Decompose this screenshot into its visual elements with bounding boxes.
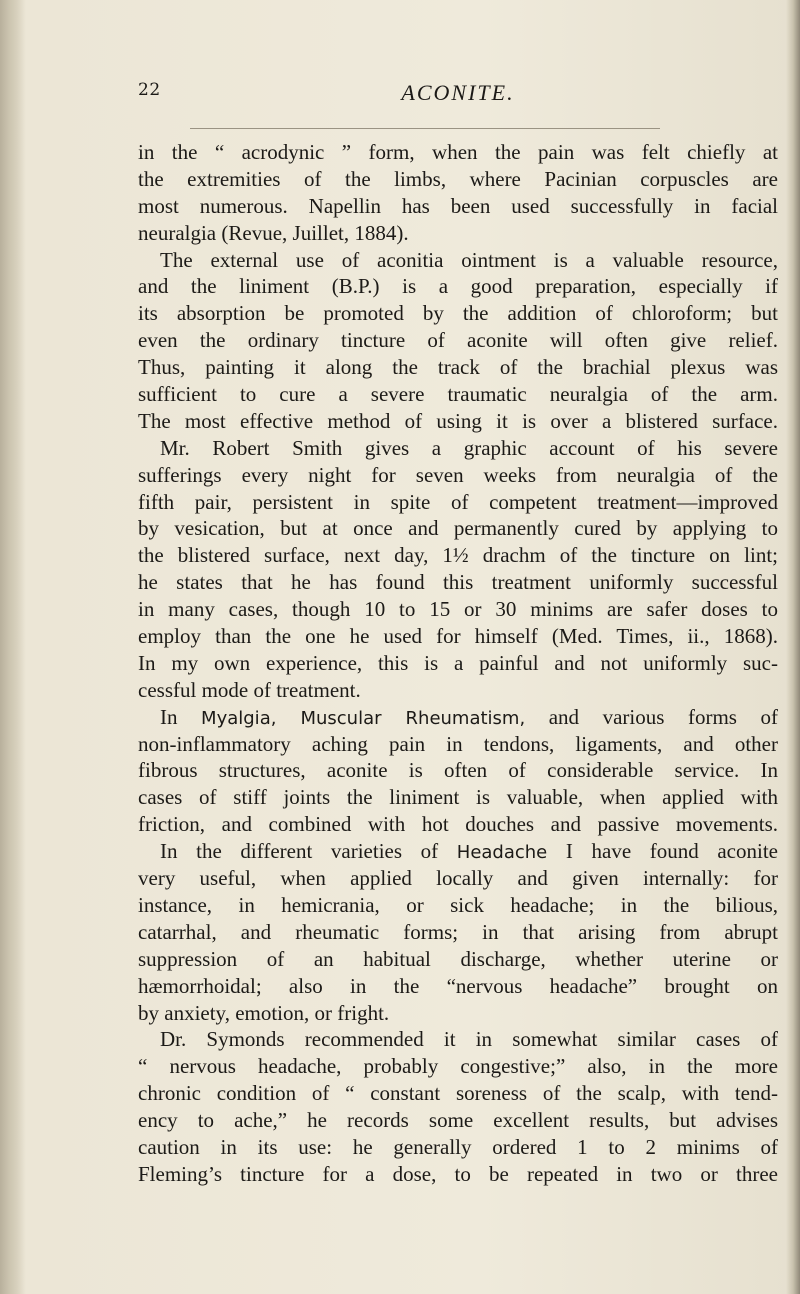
body-text: [138, 139, 778, 1188]
page-number: 22: [138, 80, 161, 100]
text-line: hæmorrhoidal; also in the “nervous headache” brought on: [138, 973, 778, 998]
text-line: non-inflammatory aching pain in tendons, ligaments, and other: [138, 731, 778, 756]
text-line: suppression of an habitual discharge, whether uterine or: [138, 946, 778, 971]
text-line: and the liniment (B.P.) is a good preparation, especially if: [138, 274, 778, 299]
text-line: in the “ acrodynic ” form, when the pain was felt chiefly at: [138, 140, 778, 164]
text-line: most numerous. Napellin has been used successfully in facial: [138, 193, 778, 218]
text-line: its absorption be promoted by the addition of chloroform; but: [138, 301, 778, 326]
text-line: The external use of aconitia ointment is a valuable resource,: [160, 247, 778, 272]
text-line: neuralgia (Revue, Juillet, 1884).: [138, 220, 409, 245]
page-edge: [786, 0, 800, 1294]
emphasis-term: Myalgia, Muscular Rheumatism,: [201, 707, 526, 729]
text-line: “ nervous headache, probably congestive;” also, in the more: [138, 1054, 778, 1079]
text-line: by anxiety, emotion, or fright.: [138, 1000, 390, 1025]
text-line: The most effective method of using it is over a blistered surface.: [138, 408, 778, 433]
text-line: friction, and combined with hot douches and passive movements.: [138, 812, 778, 837]
header-rule: [190, 128, 660, 129]
text-line: the extremities of the limbs, where Pacinian corpuscles are: [138, 166, 778, 191]
text-line: instance, in hemicrania, or sick headache; in the bilious,: [138, 892, 778, 917]
text-line: In the different varieties of Headache I have found aconite: [160, 839, 778, 864]
text-line: Fleming’s tincture for a dose, to be repeated in two or three: [138, 1161, 778, 1186]
text-line: even the ordinary tincture of aconite will often give relief.: [138, 328, 778, 353]
text-line: catarrhal, and rheumatic forms; in that arising from abrupt: [138, 919, 778, 944]
page-header: [138, 80, 778, 116]
text-line: Mr. Robert Smith gives a graphic account of his severe: [160, 435, 778, 460]
text-line: In my own experience, this is a painful and not uniformly suc-: [138, 650, 778, 675]
text-line: In Myalgia, Muscular Rheumatism, and various forms of: [160, 704, 778, 729]
text-line: Dr. Symonds recommended it in somewhat similar cases of: [160, 1027, 778, 1052]
text-line: Thus, painting it along the track of the brachial plexus was: [138, 355, 778, 380]
text-line: in many cases, though 10 to 15 or 30 minims are safer doses to: [138, 597, 778, 622]
text-line: the blistered surface, next day, 1½ drachm of the tincture on lint;: [138, 543, 778, 568]
text-line: fibrous structures, aconite is often of considerable service. In: [138, 758, 778, 783]
text-line: sufficient to cure a severe traumatic neuralgia of the arm.: [138, 382, 778, 407]
text-line: fifth pair, persistent in spite of competent treatment—improved: [138, 489, 778, 514]
text-line: ency to ache,” he records some excellent results, but advises: [138, 1108, 778, 1133]
emphasis-term: Headache: [456, 842, 548, 864]
binding-shadow: [0, 0, 26, 1294]
text-line: cessful mode of treatment.: [138, 677, 361, 702]
text-line: cases of stiff joints the liniment is valuable, when applied with: [138, 785, 778, 810]
text-line: by vesication, but at once and permanently cured by applying to: [138, 516, 778, 541]
text-line: sufferings every night for seven weeks from neuralgia of the: [138, 462, 778, 487]
text-line: employ than the one he used for himself (Med. Times, ii., 1868).: [138, 624, 778, 649]
running-title: ACONITE.: [401, 80, 515, 105]
text-line: chronic condition of “ constant soreness of the scalp, with tend-: [138, 1081, 778, 1106]
text-line: very useful, when applied locally and given internally: for: [138, 866, 778, 891]
text-line: he states that he has found this treatment uniformly successful: [138, 570, 778, 595]
text-line: caution in its use: he generally ordered 1 to 2 minims of: [138, 1134, 778, 1159]
